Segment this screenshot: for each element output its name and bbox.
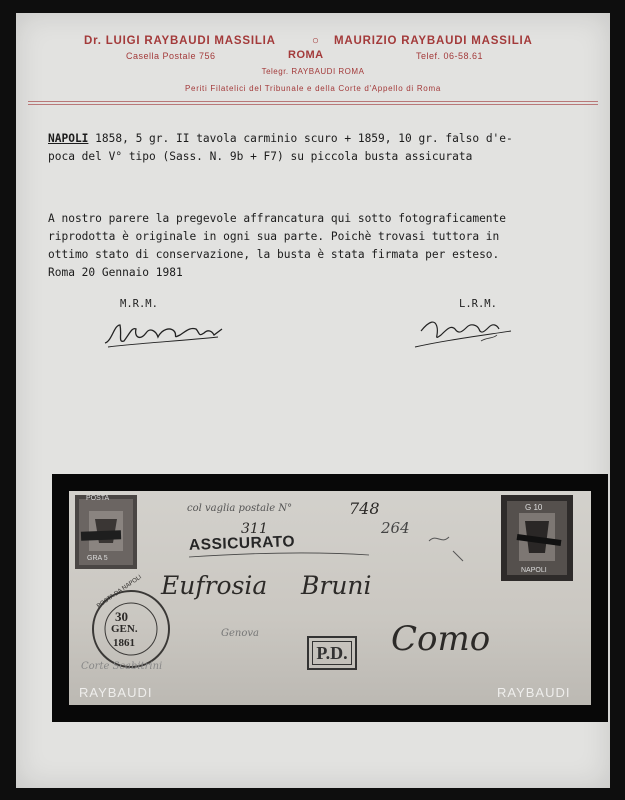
certificate-sheet bbox=[16, 13, 610, 788]
postmark-year: 1861 bbox=[113, 637, 135, 649]
letterhead-name-left: Dr. LUIGI RAYBAUDI MASSILIA bbox=[84, 35, 276, 47]
stamp-10-bottom-text: NAPOLI bbox=[521, 567, 547, 574]
postmark-day: 30 bbox=[115, 609, 128, 624]
handwritten-number: 748 bbox=[349, 499, 380, 518]
handwritten-number-2: 264 bbox=[381, 519, 410, 537]
watermark-right: RAYBAUDI bbox=[497, 685, 571, 700]
body-line: ottimo stato di conservazione, la busta è stata firmata per esteso. bbox=[48, 248, 500, 261]
certificate-subject bbox=[48, 130, 608, 166]
letterhead-rule bbox=[28, 101, 598, 102]
handwritten-311: 311 bbox=[241, 521, 268, 537]
stamp-5-value-text: GRA 5 bbox=[87, 555, 108, 562]
body-line: riprodotta è originale in ogni sua parte. Poichè trovasi tuttora in bbox=[48, 230, 500, 243]
signature-left-initials: M.R.M. bbox=[120, 298, 158, 310]
destination-city: Como bbox=[391, 619, 491, 659]
body-line: A nostro parere la pregevole affrancatura qui sotto fotograficamente bbox=[48, 212, 507, 225]
letterhead-po-box: Casella Postale 756 bbox=[126, 51, 216, 61]
stamp-10-value-text: G 10 bbox=[525, 503, 543, 512]
letterhead-experts: Periti Filatelici del Tribunale e della Corte d'Appello di Roma bbox=[185, 84, 441, 93]
addressee-first-name: Eufrosia bbox=[161, 571, 268, 600]
pencil-marks bbox=[429, 537, 463, 561]
letterhead-phone: Telef. 06-58.61 bbox=[416, 51, 484, 61]
pd-mark bbox=[307, 636, 357, 670]
signature-left-scribble bbox=[100, 313, 240, 353]
letterhead-rule bbox=[28, 104, 598, 105]
letterhead-name-right: MAURIZIO RAYBAUDI MASSILIA bbox=[334, 35, 533, 47]
handwritten-vaglia-note: col vaglia postale N° bbox=[187, 503, 293, 514]
signature-right-initials: L.R.M. bbox=[459, 298, 497, 310]
postmark-month: GEN. bbox=[111, 623, 138, 635]
letterhead-telegraph: Telegr. RAYBAUDI ROMA bbox=[261, 67, 365, 76]
letterhead-separator: ○ bbox=[312, 35, 320, 47]
handwritten-sender: Corte Scabitrini bbox=[81, 661, 163, 672]
stamp-5-top-text: POSTA bbox=[86, 495, 110, 502]
assicurato-cancel: ASSICURATO bbox=[188, 533, 296, 554]
subject-keyword: NAPOLI bbox=[48, 132, 89, 145]
addressee-last-name: Bruni bbox=[301, 571, 372, 600]
certificate-date: Roma 20 Gennaio 1981 bbox=[48, 266, 183, 279]
pd-mark-inner-frame bbox=[312, 641, 352, 665]
pd-mark-text: P.D. bbox=[316, 643, 348, 663]
certificate-body bbox=[48, 210, 608, 282]
cover-envelope-photo bbox=[69, 491, 591, 705]
handwritten-genova: Genova bbox=[221, 628, 259, 639]
subject-line-1: 1858, 5 gr. II tavola carminio scuro + 1859, 10 gr. falso d'e- bbox=[88, 132, 513, 145]
letterhead bbox=[16, 13, 610, 123]
watermark-left: RAYBAUDI bbox=[79, 685, 153, 700]
signature-right-scribble bbox=[411, 311, 531, 353]
subject-line-2: poca del V° tipo (Sass. N. 9b + F7) su piccola busta assicurata bbox=[48, 150, 473, 163]
postmark-ring-text: POSTA DA NAPOLI bbox=[96, 574, 143, 610]
letterhead-city: ROMA bbox=[288, 49, 324, 61]
